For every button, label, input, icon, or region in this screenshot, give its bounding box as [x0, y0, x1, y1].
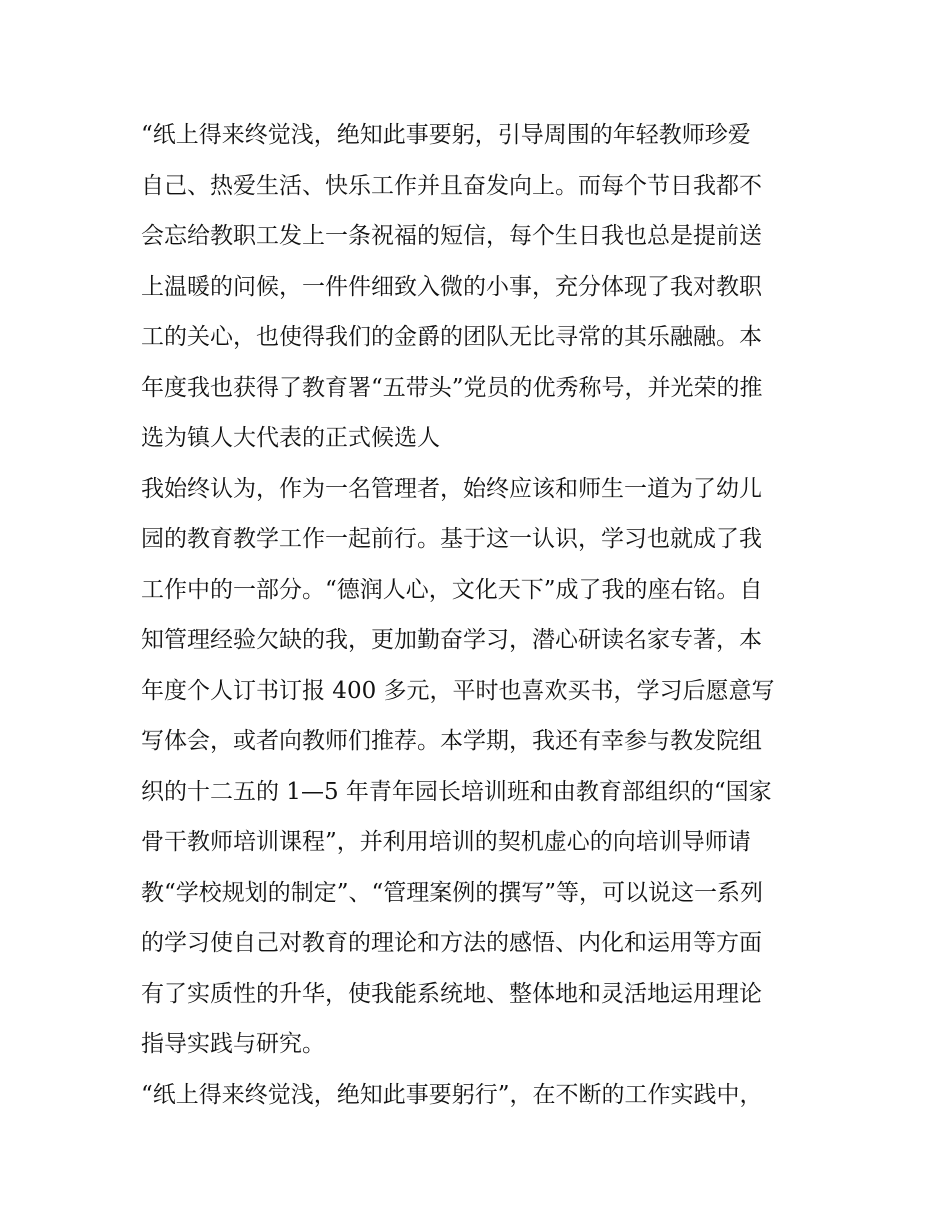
paragraph-line: 知管理经验欠缺的我，更加勤奋学习，潜心研读名家专著，本 [141, 627, 762, 653]
paragraph-line: 工的关心，也使得我们的金爵的团队无比寻常的其乐融融。本 [141, 324, 762, 350]
paragraph-line: 的学习使自己对教育的理论和方法的感悟、内化和运用等方面 [141, 930, 762, 956]
paragraph-line: 教“学校规划的制定”、“管理案例的撰写”等，可以说这一系列 [141, 879, 764, 906]
paragraph-line: 园的教育教学工作一起前行。基于这一认识，学习也就成了我 [141, 526, 762, 552]
paragraph-line: 指导实践与研究。 [141, 1031, 325, 1057]
paragraph-line: 我始终认为，作为一名管理者，始终应该和师生一道为了幼儿 [141, 475, 762, 502]
paragraph-line: 年度个人订书订报 400 多元，平时也喜欢买书，学习后愿意写 [141, 677, 775, 704]
paragraph-line: 骨干教师培训课程”，并利用培训的契机虚心的向培训导师请 [141, 829, 751, 855]
paragraph-3 [141, 1070, 813, 1121]
paragraph-line: 织的十二五的 1—5 年青年园长培训班和由教育部组织的“国家 [141, 778, 772, 805]
paragraph-line: 自己、热爱生活、快乐工作并且奋发向上。而每个节日我都不 [141, 172, 762, 199]
paragraph-line: “纸上得来终觉浅，绝知此事要躬行”，在不断的工作实践中， [141, 1081, 763, 1108]
paragraph-line: 写体会，或者向教师们推荐。本学期，我还有幸参与教发院组 [141, 728, 762, 754]
paragraph-line: 会忘给教职工发上一条祝福的短信，每个生日我也总是提前送 [141, 223, 762, 249]
paragraph-1 [141, 110, 813, 464]
paragraph-line: 年度我也获得了教育署“五带头”党员的优秀称号，并光荣的推 [141, 374, 763, 401]
paragraph-line: “纸上得来终觉浅，绝知此事要躬，引导周围的年轻教师珍爱 [141, 122, 751, 148]
paragraph-line: 工作中的一部分。“德润人心，文化天下”成了我的座右铭。自 [141, 576, 763, 603]
paragraph-line: 有了实质性的升华，使我能系统地、整体地和灵活地运用理论 [141, 980, 762, 1007]
paragraph-line: 上温暖的问候，一件件细致入微的小事，充分体现了我对教职 [141, 273, 762, 300]
paragraph-line: 选为镇人大代表的正式候选人 [141, 425, 440, 451]
paragraph-2 [141, 464, 813, 1070]
document-body [141, 110, 813, 1120]
